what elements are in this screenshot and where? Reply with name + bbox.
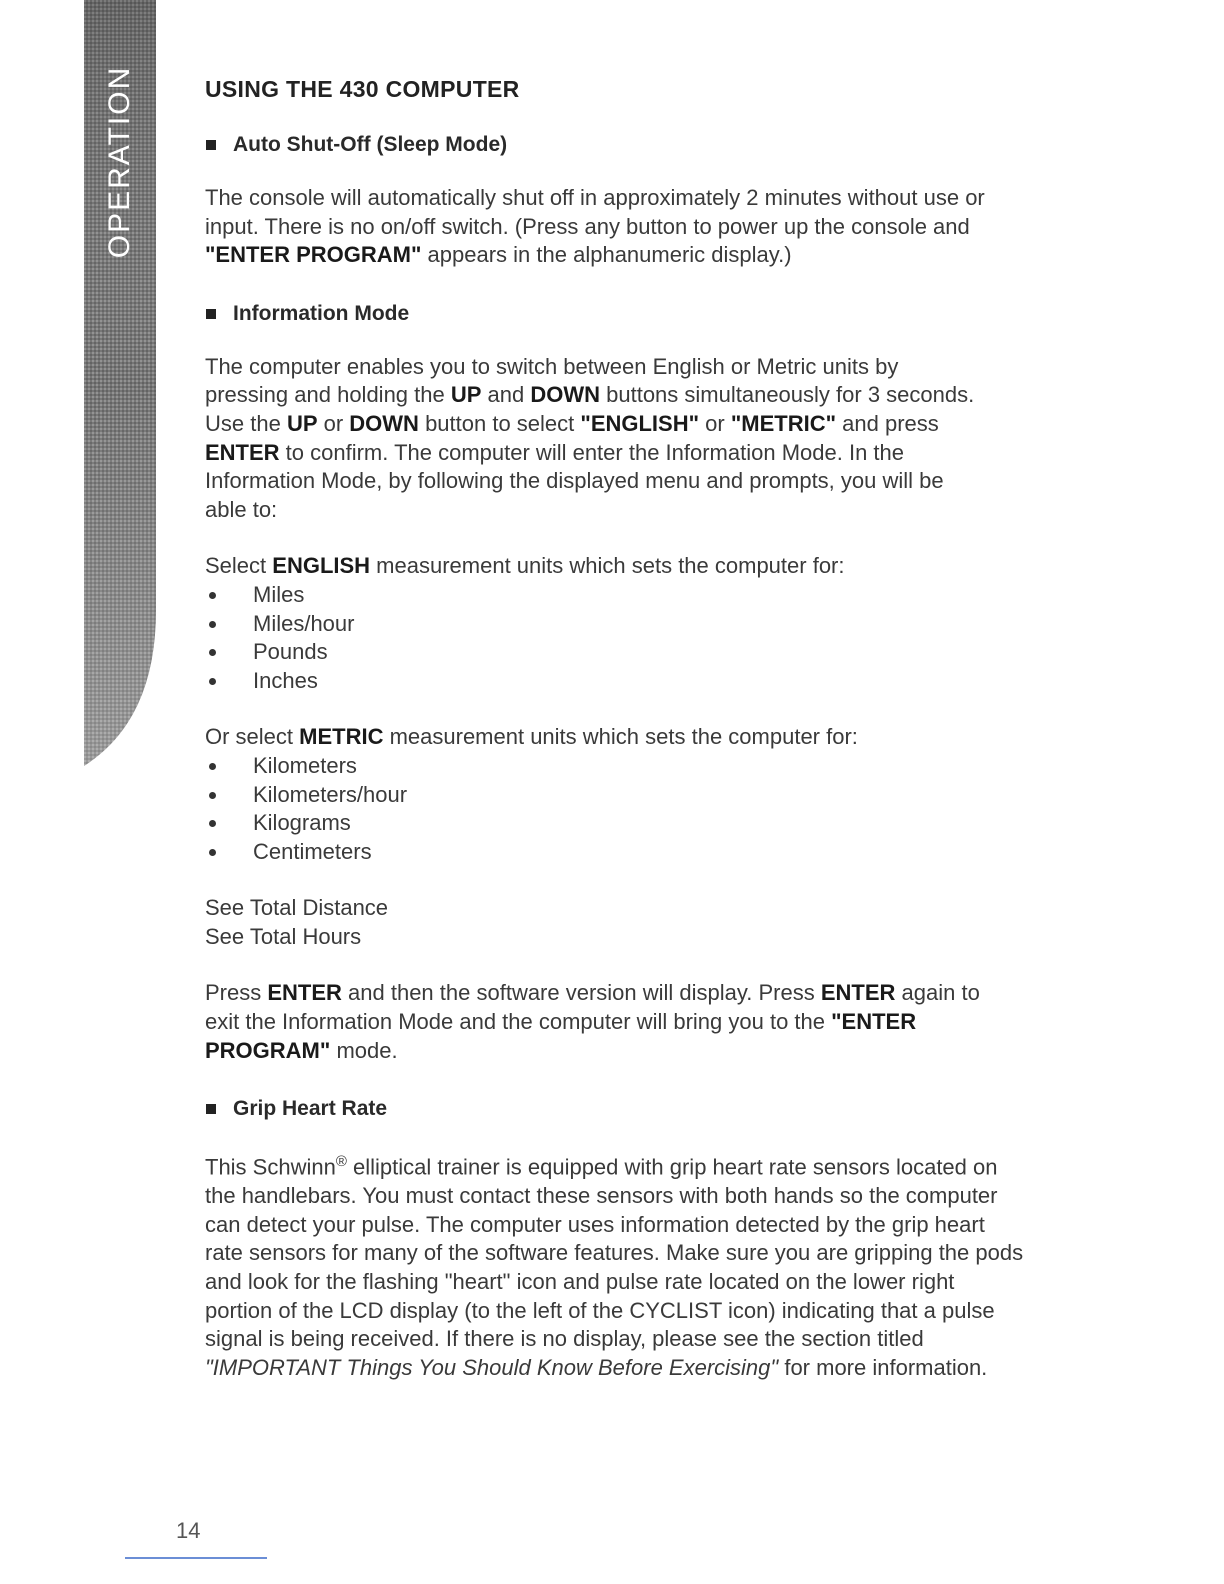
page-content <box>205 70 1035 1382</box>
list-item: Centimeters <box>205 838 1035 867</box>
list-item: Kilometers/hour <box>205 781 1035 810</box>
information-mode-paragraph: The computer enables you to switch between English or Metric units by pressing and holding the UP and DOWN buttons simultaneously for 3 seconds. Use the UP or DOWN button to select "ENGLISH" or "METRIC" and press ENTER to confirm. The computer will enter the Information Mode. In the Information Mode, by following the displayed menu and prompts, you will be able to: <box>205 353 975 522</box>
list-item: Miles <box>205 581 1035 610</box>
english-units-intro: Select ENGLISH measurement units which sets the computer for: <box>205 553 845 579</box>
page-title: USING THE 430 COMPUTER <box>205 76 520 102</box>
see-total-distance: See Total Distance <box>205 895 389 921</box>
bullet-dot-icon <box>209 678 216 685</box>
see-total-hours: See Total Hours <box>205 923 362 949</box>
auto-shutoff-paragraph: The console will automatically shut off in approximately 2 minutes without use or input. There is no on/off switch. (Press any button to power up the console and "ENTER PROGRAM" appears in the alphanumeric display.) <box>205 185 985 268</box>
list-item: Pounds <box>205 638 1035 667</box>
metric-units-list <box>205 752 1035 866</box>
section-heading-grip-heart-rate: Grip Heart Rate <box>205 1094 1035 1124</box>
footer-rule <box>125 1557 267 1559</box>
section-heading-auto-shutoff: Auto Shut-Off (Sleep Mode) <box>205 130 1035 160</box>
list-item: Kilometers <box>205 752 1035 781</box>
square-bullet-icon <box>206 140 216 150</box>
list-item: Miles/hour <box>205 610 1035 639</box>
section-heading-information-mode: Information Mode <box>205 299 1035 329</box>
bullet-dot-icon <box>209 849 216 856</box>
bullet-dot-icon <box>209 820 216 827</box>
bullet-dot-icon <box>209 649 216 656</box>
list-item: Kilograms <box>205 809 1035 838</box>
press-enter-paragraph: Press ENTER and then the software version will display. Press ENTER again to exit the Information Mode and the computer will bring you to the "ENTER PROGRAM" mode. <box>205 980 980 1063</box>
square-bullet-icon <box>206 309 216 319</box>
page-number: 14 <box>176 1518 201 1543</box>
bullet-dot-icon <box>209 592 216 599</box>
bullet-dot-icon <box>209 621 216 628</box>
list-item: Inches <box>205 667 1035 696</box>
metric-units-intro: Or select METRIC measurement units which sets the computer for: <box>205 724 858 750</box>
english-units-list <box>205 581 1035 695</box>
side-tab-label: OPERATION <box>103 65 136 259</box>
square-bullet-icon <box>206 1104 216 1114</box>
grip-heart-rate-paragraph: This Schwinn® elliptical trainer is equipped with grip heart rate sensors located on the handlebars. You must contact these sensors with both hands so the computer can detect your pulse. The computer uses information detected by the grip heart rate sensors for many of the software features. Make sure you are gripping the pods and look for the flashing "heart" icon and pulse rate located on the lower right portion of the LCD display (to the left of the CYCLIST icon) indicating that a pulse signal is being received. If there is no display, please see the section titled "IMPORTANT Things You Should Know Before Exercising" for more information. <box>205 1153 1024 1380</box>
bullet-dot-icon <box>209 763 216 770</box>
bullet-dot-icon <box>209 792 216 799</box>
